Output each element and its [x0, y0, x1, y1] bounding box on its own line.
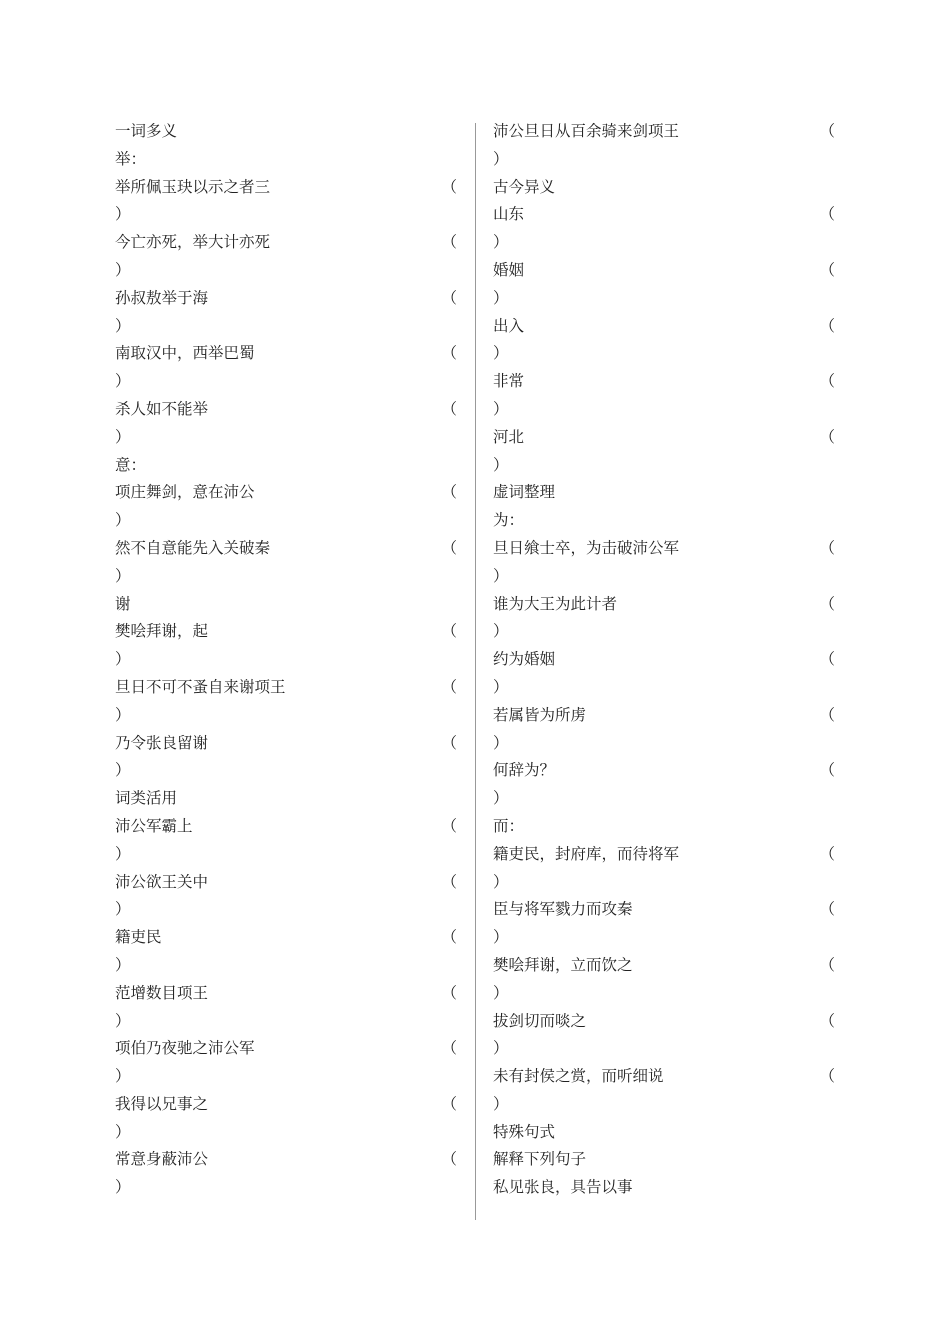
answer-blank-open: （ — [441, 233, 457, 252]
exercise-sentence: 举所佩玉玦以示之者三 — [115, 177, 271, 196]
exercise-sentence: 籍吏民 — [115, 928, 162, 947]
exercise-item — [493, 424, 835, 480]
section-heading: 词类活用 — [115, 789, 178, 808]
section-heading: 谢 — [115, 594, 131, 613]
exercise-sentence: 我得以兄事之 — [115, 1094, 209, 1113]
exercise-item — [115, 479, 457, 535]
answer-blank-close: ） — [493, 1039, 509, 1058]
section-heading: 为： — [493, 511, 525, 530]
answer-blank-close: ） — [115, 761, 131, 780]
answer-blank-close: ） — [115, 844, 131, 863]
answer-blank-close: ） — [493, 1094, 509, 1113]
exercise-item — [115, 1035, 457, 1091]
answer-blank-close: ） — [115, 427, 131, 446]
exercise-sentence: 旦日飨士卒，为击破沛公军 — [493, 538, 680, 557]
answer-blank-open: （ — [441, 816, 457, 835]
answer-blank-close: ） — [493, 399, 509, 418]
exercise-sentence: 未有封侯之赏，而听细说 — [493, 1067, 664, 1086]
answer-blank-open: （ — [441, 1039, 457, 1058]
exercise-item — [493, 313, 835, 369]
exercise-item — [493, 1063, 835, 1119]
answer-blank-close: ） — [115, 1067, 131, 1086]
exercise-item — [115, 730, 457, 786]
answer-blank-open: （ — [441, 872, 457, 891]
section-heading: 意： — [115, 455, 147, 474]
answer-blank-open: （ — [819, 1067, 835, 1086]
exercise-sentence: 沛公旦日从百余骑来剑项王 — [493, 122, 680, 140]
answer-blank-open: （ — [441, 1150, 457, 1169]
exercise-sentence: 谁为大王为此计者 — [493, 594, 618, 613]
answer-blank-close: ） — [115, 1122, 131, 1141]
exercise-item — [493, 896, 835, 952]
answer-blank-close: ） — [115, 316, 131, 335]
section-heading: 解释下列句子 — [493, 1150, 587, 1169]
exercise-sentence: 今亡亦死，举大计亦死 — [115, 233, 271, 252]
answer-blank-open: （ — [819, 705, 835, 724]
exercise-sentence: 常意身蔽沛公 — [115, 1150, 209, 1169]
answer-blank-close: ） — [493, 233, 509, 252]
answer-blank-open: （ — [441, 928, 457, 947]
answer-blank-close: ） — [493, 872, 509, 891]
exercise-sentence: 山东 — [493, 205, 525, 224]
exercise-item — [493, 702, 835, 758]
column-divider — [475, 123, 476, 1220]
exercise-item — [493, 535, 835, 591]
exercise-item — [493, 952, 835, 1008]
exercise-item — [115, 285, 457, 341]
section-heading: 虚词整理 — [493, 483, 556, 502]
exercise-item — [115, 396, 457, 452]
answer-blank-open: （ — [819, 594, 835, 613]
exercise-sentence: 若属皆为所虏 — [493, 705, 587, 724]
answer-blank-open: （ — [819, 844, 835, 863]
exercise-item — [493, 1008, 835, 1064]
exercise-item — [493, 841, 835, 897]
exercise-sentence: 沛公军霸上 — [115, 816, 193, 835]
exercise-sentence: 樊哙拜谢，立而饮之 — [493, 955, 633, 974]
answer-blank-close: ） — [115, 955, 131, 974]
answer-blank-open: （ — [441, 344, 457, 363]
exercise-item — [115, 869, 457, 925]
exercise-item — [115, 924, 457, 980]
answer-blank-open: （ — [441, 622, 457, 641]
exercise-sentence: 婚姻 — [493, 260, 525, 279]
exercise-sentence: 旦日不可不蚤自来谢项王 — [115, 677, 286, 696]
exercise-item — [115, 174, 457, 230]
answer-blank-open: （ — [441, 983, 457, 1002]
answer-blank-close: ） — [493, 566, 509, 585]
exercise-item — [115, 618, 457, 674]
exercise-item — [493, 118, 835, 174]
answer-blank-open: （ — [441, 1094, 457, 1113]
exercise-sentence: 项庄舞剑，意在沛公 — [115, 483, 255, 502]
answer-blank-open: （ — [819, 1011, 835, 1030]
exercise-sentence: 范增数目项王 — [115, 983, 209, 1002]
answer-blank-open: （ — [441, 677, 457, 696]
answer-blank-close: ） — [493, 622, 509, 641]
exercise-item — [493, 757, 835, 813]
answer-blank-open: （ — [819, 372, 835, 391]
answer-blank-open: （ — [441, 399, 457, 418]
exercise-item — [115, 229, 457, 285]
answer-blank-close: ） — [115, 372, 131, 391]
exercise-item — [493, 257, 835, 313]
answer-blank-open: （ — [819, 260, 835, 279]
answer-blank-open: （ — [819, 761, 835, 780]
exercise-sentence: 何辞为？ — [493, 761, 556, 780]
exercise-sentence: 南取汉中，西举巴蜀 — [115, 344, 255, 363]
exercise-item — [493, 201, 835, 257]
exercise-sentence: 然不自意能先入关破秦 — [115, 538, 271, 557]
exercise-sentence: 非常 — [493, 372, 525, 391]
exercise-sentence: 孙叔敖举于海 — [115, 288, 209, 307]
answer-blank-close: ） — [493, 928, 509, 947]
left-column — [115, 118, 457, 1202]
exercise-sentence: 拔剑切而啖之 — [493, 1011, 587, 1030]
section-heading: 私见张良，具告以事 — [493, 1178, 633, 1197]
answer-blank-close: ） — [115, 650, 131, 669]
section-heading: 而： — [493, 816, 525, 835]
answer-blank-close: ） — [493, 288, 509, 307]
exercise-sentence: 河北 — [493, 427, 525, 446]
exercise-sentence: 籍吏民，封府库，而待将军 — [493, 844, 680, 863]
answer-blank-open: （ — [441, 733, 457, 752]
section-heading: 古今异义 — [493, 177, 556, 196]
exercise-item — [115, 1091, 457, 1147]
answer-blank-open: （ — [441, 538, 457, 557]
exercise-item — [115, 340, 457, 396]
exercise-sentence: 项伯乃夜驰之沛公军 — [115, 1039, 255, 1058]
section-heading: 特殊句式 — [493, 1122, 556, 1141]
answer-blank-close: ） — [493, 149, 509, 168]
answer-blank-open: （ — [441, 288, 457, 307]
answer-blank-open: （ — [819, 650, 835, 669]
exercise-item — [115, 1146, 457, 1202]
answer-blank-close: ） — [115, 566, 131, 585]
answer-blank-open: （ — [819, 122, 835, 140]
exercise-sentence: 樊哙拜谢，起 — [115, 622, 209, 641]
answer-blank-close: ） — [115, 205, 131, 224]
answer-blank-close: ） — [115, 1178, 131, 1197]
exercise-item — [493, 368, 835, 424]
section-heading: 举： — [115, 149, 147, 168]
exercise-item — [493, 646, 835, 702]
answer-blank-close: ） — [493, 677, 509, 696]
exercise-item — [115, 535, 457, 591]
exercise-sentence: 出入 — [493, 316, 525, 335]
answer-blank-open: （ — [819, 427, 835, 446]
answer-blank-open: （ — [819, 205, 835, 224]
right-column — [493, 118, 835, 1202]
answer-blank-open: （ — [441, 483, 457, 502]
answer-blank-close: ） — [115, 900, 131, 919]
answer-blank-close: ） — [115, 705, 131, 724]
answer-blank-close: ） — [115, 1011, 131, 1030]
answer-blank-open: （ — [441, 177, 457, 196]
exercise-item — [115, 813, 457, 869]
exercise-item — [493, 591, 835, 647]
exercise-sentence: 乃令张良留谢 — [115, 733, 209, 752]
answer-blank-close: ） — [493, 733, 509, 752]
exercise-item — [115, 980, 457, 1036]
exercise-sentence: 杀人如不能举 — [115, 399, 209, 418]
answer-blank-close: ） — [493, 789, 509, 808]
answer-blank-open: （ — [819, 955, 835, 974]
answer-blank-close: ） — [115, 260, 131, 279]
exercise-sentence: 臣与将军戮力而攻秦 — [493, 900, 633, 919]
exercise-sentence: 沛公欲王关中 — [115, 872, 209, 891]
section-heading: 一词多义 — [115, 122, 178, 140]
exercise-item — [115, 674, 457, 730]
exercise-sentence: 约为婚姻 — [493, 650, 556, 669]
answer-blank-close: ） — [115, 511, 131, 530]
answer-blank-open: （ — [819, 316, 835, 335]
answer-blank-close: ） — [493, 455, 509, 474]
answer-blank-close: ） — [493, 344, 509, 363]
answer-blank-close: ） — [493, 983, 509, 1002]
answer-blank-open: （ — [819, 900, 835, 919]
answer-blank-open: （ — [819, 538, 835, 557]
